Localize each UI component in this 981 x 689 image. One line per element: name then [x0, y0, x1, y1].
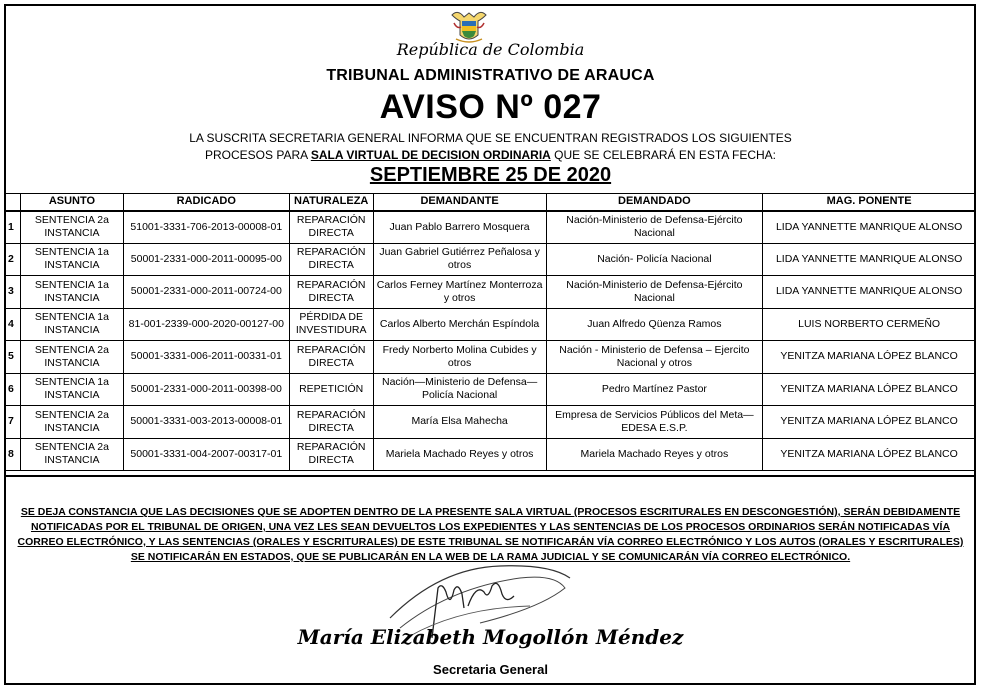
- header-asunto: ASUNTO: [20, 194, 123, 211]
- cell-asunto: SENTENCIA 2a INSTANCIA: [20, 341, 123, 374]
- cell-ponente: YENITZA MARIANA LÓPEZ BLANCO: [763, 373, 976, 406]
- row-number: 8: [5, 438, 21, 471]
- cell-asunto: SENTENCIA 2a INSTANCIA: [20, 438, 123, 471]
- cell-demandante: Carlos Ferney Martínez Monterroza y otros: [373, 276, 546, 309]
- cell-demandado: Empresa de Servicios Públicos del Meta—EDESA E.S.P.: [546, 406, 763, 439]
- cell-demandado: Mariela Machado Reyes y otros: [546, 438, 763, 471]
- cell-radicado: 50001-2331-000-2011-00095-00: [123, 243, 289, 276]
- header-num: [5, 194, 21, 211]
- cell-ponente: LUIS NORBERTO CERMEÑO: [763, 308, 976, 341]
- table-row: [5, 243, 976, 276]
- cell-naturaleza: REPARACIÓN DIRECTA: [289, 211, 373, 244]
- cell-asunto: SENTENCIA 1a INSTANCIA: [20, 276, 123, 309]
- cell-naturaleza: REPARACIÓN DIRECTA: [289, 243, 373, 276]
- row-number: 7: [5, 406, 21, 439]
- table-row: [5, 438, 976, 471]
- intro-line-2-underlined: SALA VIRTUAL DE DECISION ORDINARIA: [310, 148, 551, 162]
- cell-asunto: SENTENCIA 1a INSTANCIA: [20, 308, 123, 341]
- table-row: [5, 406, 976, 439]
- cell-asunto: SENTENCIA 1a INSTANCIA: [20, 373, 123, 406]
- cell-demandante: María Elsa Mahecha: [373, 406, 546, 439]
- cell-radicado: 81-001-2339-000-2020-00127-00: [123, 308, 289, 341]
- cell-naturaleza: PÉRDIDA DE INVESTIDURA: [289, 308, 373, 341]
- cell-radicado: 50001-2331-000-2011-00398-00: [123, 373, 289, 406]
- header-demandante: DEMANDANTE: [373, 194, 546, 211]
- cell-demandado: Nación- Policía Nacional: [546, 243, 763, 276]
- colombia-coat-of-arms-icon: [448, 9, 490, 43]
- row-number: 2: [5, 243, 21, 276]
- signer-role: Secretaria General: [433, 662, 548, 677]
- footer-divider: [4, 475, 976, 477]
- cell-naturaleza: REPARACIÓN DIRECTA: [289, 276, 373, 309]
- cell-asunto: SENTENCIA 2a INSTANCIA: [20, 406, 123, 439]
- row-number: 5: [5, 341, 21, 374]
- tribunal-name: TRIBUNAL ADMINISTRATIVO DE ARAUCA: [326, 67, 655, 84]
- cell-naturaleza: REPETICIÓN: [289, 373, 373, 406]
- row-number: 6: [5, 373, 21, 406]
- table-row: [5, 341, 976, 374]
- cell-naturaleza: REPARACIÓN DIRECTA: [289, 341, 373, 374]
- cell-ponente: YENITZA MARIANA LÓPEZ BLANCO: [763, 341, 976, 374]
- cell-ponente: LIDA YANNETTE MANRIQUE ALONSO: [763, 211, 976, 244]
- cell-asunto: SENTENCIA 1a INSTANCIA: [20, 243, 123, 276]
- table-row: [5, 276, 976, 309]
- table-row: [5, 308, 976, 341]
- signer-name: María Elizabeth Mogollón Méndez: [297, 625, 684, 649]
- cell-radicado: 50001-3331-004-2007-00317-01: [123, 438, 289, 471]
- row-number: 1: [5, 211, 21, 244]
- intro-line-2-before: PROCESOS PARA: [205, 148, 311, 162]
- cell-demandante: Juan Gabriel Gutiérrez Peñalosa y otros: [373, 243, 546, 276]
- cell-demandante: Carlos Alberto Merchán Espíndola: [373, 308, 546, 341]
- cell-asunto: SENTENCIA 2a INSTANCIA: [20, 211, 123, 244]
- header-ponente: MAG. PONENTE: [763, 194, 976, 211]
- cell-demandado: Nación-Ministerio de Defensa-Ejército Nacional: [546, 276, 763, 309]
- cell-demandante: Juan Pablo Barrero Mosquera: [373, 211, 546, 244]
- aviso-number: AVISO Nº 027: [379, 88, 602, 126]
- cell-demandado: Juan Alfredo Qüenza Ramos: [546, 308, 763, 341]
- constancia-notice: SE DEJA CONSTANCIA QUE LAS DECISIONES QUE SE ADOPTEN DENTRO DE LA PRESENTE SALA VIRTUAL (PROCESOS ESCRITURALES EN DESCONGESTIÓN), SERÁN DEBIDAMENTE NOTIFICADAS POR EL TRIBUNAL DE ORIGEN, UNA VEZ LES SEAN DEVUELTOS LOS EXPEDIENTES Y LAS SENTENCIAS DE LOS PROCESOS ORDINARIOS SERÁN NOTIFICADAS VÍA CORREO ELECTRÓNICO, Y LAS SENTENCIAS (ORALES Y ESCRITURALES) DE ESTE TRIBUNAL SE NOTIFICARÁN VÍA CORREO ELECTRÓNICO Y LOS AUTOS (ORALES Y ESCRITURALES) SE NOTIFICARÁN EN ESTADOS, QUE SE PUBLICARÁN EN LA WEB DE LA RAMA JUDICIAL Y SE COMUNICARÁN VÍA CORREO ELECTRÓNICO.: [17, 506, 964, 563]
- row-number: 4: [5, 308, 21, 341]
- table-row: [5, 211, 976, 244]
- cell-ponente: YENITZA MARIANA LÓPEZ BLANCO: [763, 406, 976, 439]
- cell-ponente: LIDA YANNETTE MANRIQUE ALONSO: [763, 276, 976, 309]
- header-radicado: RADICADO: [123, 194, 289, 211]
- cell-ponente: LIDA YANNETTE MANRIQUE ALONSO: [763, 243, 976, 276]
- table-row: [5, 373, 976, 406]
- intro-line-2-after: QUE SE CELEBRARÁ EN ESTA FECHA:: [550, 148, 776, 162]
- cell-demandado: Nación-Ministerio de Defensa-Ejército Nacional: [546, 211, 763, 244]
- cell-demandante: Fredy Norberto Molina Cubides y otros: [373, 341, 546, 374]
- cell-radicado: 51001-3331-706-2013-00008-01: [123, 211, 289, 244]
- cell-radicado: 50001-3331-006-2011-00331-01: [123, 341, 289, 374]
- cell-naturaleza: REPARACIÓN DIRECTA: [289, 406, 373, 439]
- table-header-row: [5, 194, 976, 211]
- cell-radicado: 50001-3331-003-2013-00008-01: [123, 406, 289, 439]
- session-date: SEPTIEMBRE 25 DE 2020: [369, 164, 612, 186]
- intro-line-1: LA SUSCRITA SECRETARIA GENERAL INFORMA QUE SE ENCUENTRAN REGISTRADOS LOS SIGUIENTES: [189, 131, 792, 145]
- cell-ponente: YENITZA MARIANA LÓPEZ BLANCO: [763, 438, 976, 471]
- intro-line-2: [0, 147, 981, 164]
- cell-naturaleza: REPARACIÓN DIRECTA: [289, 438, 373, 471]
- row-number: 3: [5, 276, 21, 309]
- header-demandado: DEMANDADO: [546, 194, 763, 211]
- cell-demandado: Nación - Ministerio de Defensa – Ejercito Nacional y otros: [546, 341, 763, 374]
- cell-demandado: Pedro Martínez Pastor: [546, 373, 763, 406]
- cell-demandante: Nación—Ministerio de Defensa—Policía Nacional: [373, 373, 546, 406]
- republic-title: República de Colombia: [396, 40, 585, 59]
- cell-demandante: Mariela Machado Reyes y otros: [373, 438, 546, 471]
- cell-radicado: 50001-2331-000-2011-00724-00: [123, 276, 289, 309]
- header-naturaleza: NATURALEZA: [289, 194, 373, 211]
- processes-table: [4, 193, 976, 471]
- intro-text: [0, 130, 981, 164]
